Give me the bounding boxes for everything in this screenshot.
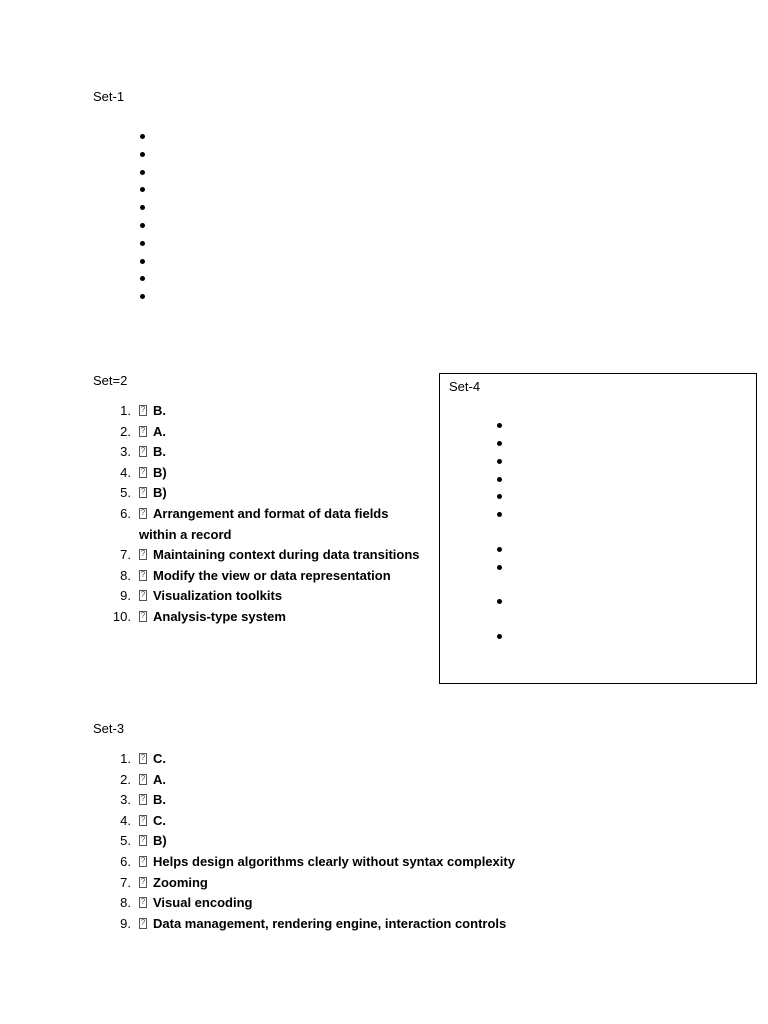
- missing-glyph-icon: [139, 815, 147, 826]
- item-number: 3.: [120, 444, 131, 460]
- missing-glyph-icon: [139, 794, 147, 805]
- missing-glyph-icon: [139, 753, 147, 764]
- item-number: 6.: [120, 505, 131, 521]
- missing-glyph-icon: [139, 835, 147, 846]
- item-number: 8.: [120, 567, 131, 583]
- set4-text-box: [439, 373, 757, 684]
- missing-glyph-icon: [139, 877, 147, 888]
- item-text: Arrangement and format of data fields within a record: [139, 505, 389, 542]
- item-number: 4.: [120, 464, 131, 480]
- set4-heading: Set-4: [449, 379, 481, 394]
- list-item: [93, 607, 423, 628]
- list-item: [93, 852, 573, 873]
- item-text: Visual encoding: [153, 895, 253, 911]
- list-item: [93, 831, 573, 852]
- set4-bullet: [497, 459, 502, 464]
- set3-answer-list: [93, 749, 573, 934]
- list-item: [93, 790, 573, 811]
- list-item: [93, 401, 423, 422]
- item-number: 1.: [120, 751, 131, 766]
- list-item: [93, 483, 423, 504]
- list-item: [93, 811, 573, 832]
- set4-bullet: [497, 547, 502, 552]
- item-text: Zooming: [153, 874, 208, 890]
- item-text: Analysis-type system: [153, 608, 286, 624]
- list-item: [140, 253, 160, 271]
- item-text: B.: [153, 444, 166, 460]
- list-item: [140, 217, 160, 235]
- item-text: A.: [153, 771, 166, 787]
- set1-bullet-list: [140, 128, 160, 306]
- list-item: [93, 504, 423, 545]
- item-text: Maintaining context during data transitions: [153, 547, 420, 563]
- item-number: 9.: [120, 588, 131, 604]
- list-item: [93, 463, 423, 484]
- missing-glyph-icon: [139, 611, 147, 622]
- item-number: 8.: [120, 895, 131, 911]
- missing-glyph-icon: [139, 897, 147, 908]
- missing-glyph-icon: [139, 487, 147, 498]
- list-item: [93, 873, 573, 894]
- list-item: [93, 545, 423, 566]
- list-item: [93, 749, 573, 770]
- item-number: 2.: [120, 771, 131, 787]
- list-item: [93, 442, 423, 463]
- set2-answer-list: [93, 401, 423, 628]
- list-item: [93, 770, 573, 791]
- set4-bullet: [497, 512, 502, 517]
- item-text: Helps design algorithms clearly without syntax complexity: [153, 853, 515, 869]
- item-number: 6.: [120, 853, 131, 869]
- item-number: 3.: [120, 792, 131, 808]
- list-item: [93, 586, 423, 607]
- item-text: B.: [153, 792, 166, 808]
- set4-bullet: [497, 441, 502, 446]
- item-text: B.: [153, 403, 166, 418]
- missing-glyph-icon: [139, 856, 147, 867]
- missing-glyph-icon: [139, 549, 147, 560]
- item-text: A.: [153, 423, 166, 439]
- list-item: [93, 422, 423, 443]
- item-number: 7.: [120, 874, 131, 890]
- item-text: B): [153, 464, 167, 480]
- set4-bullet: [497, 494, 502, 499]
- set4-bullet: [497, 634, 502, 639]
- item-number: 5.: [120, 485, 131, 501]
- missing-glyph-icon: [139, 426, 147, 437]
- list-item: [140, 128, 160, 146]
- set2-heading: Set=2: [93, 373, 128, 388]
- set1-heading: Set-1: [93, 89, 125, 104]
- list-item: [140, 270, 160, 288]
- set3-heading: Set-3: [93, 721, 125, 736]
- item-text: Modify the view or data representation: [153, 567, 391, 583]
- list-item: [93, 893, 573, 914]
- set4-bullet: [497, 565, 502, 570]
- item-text: C.: [153, 751, 166, 766]
- item-number: 2.: [120, 423, 131, 439]
- item-number: 4.: [120, 812, 131, 828]
- list-item: [140, 181, 160, 199]
- item-number: 5.: [120, 833, 131, 849]
- missing-glyph-icon: [139, 570, 147, 581]
- item-text: Visualization toolkits: [153, 588, 283, 604]
- missing-glyph-icon: [139, 508, 147, 519]
- item-number: 1.: [120, 403, 131, 418]
- set4-bullet: [497, 599, 502, 604]
- list-item: [140, 164, 160, 182]
- list-item: [140, 199, 160, 217]
- list-item: [140, 235, 160, 253]
- list-item: [93, 914, 573, 935]
- list-item: [93, 566, 423, 587]
- missing-glyph-icon: [139, 918, 147, 929]
- item-text: Data management, rendering engine, interaction controls: [153, 915, 507, 931]
- missing-glyph-icon: [139, 590, 147, 601]
- set4-bullet: [497, 423, 502, 428]
- item-text: B): [153, 485, 167, 501]
- missing-glyph-icon: [139, 774, 147, 785]
- item-text: C.: [153, 812, 166, 828]
- set4-bullet: [497, 477, 502, 482]
- item-number: 9.: [120, 915, 131, 931]
- item-number: 7.: [120, 547, 131, 563]
- item-number: 10.: [112, 608, 131, 624]
- missing-glyph-icon: [139, 446, 147, 457]
- item-text: B): [153, 833, 167, 849]
- missing-glyph-icon: [139, 405, 147, 416]
- list-item: [140, 146, 160, 164]
- missing-glyph-icon: [139, 467, 147, 478]
- list-item: [140, 288, 160, 306]
